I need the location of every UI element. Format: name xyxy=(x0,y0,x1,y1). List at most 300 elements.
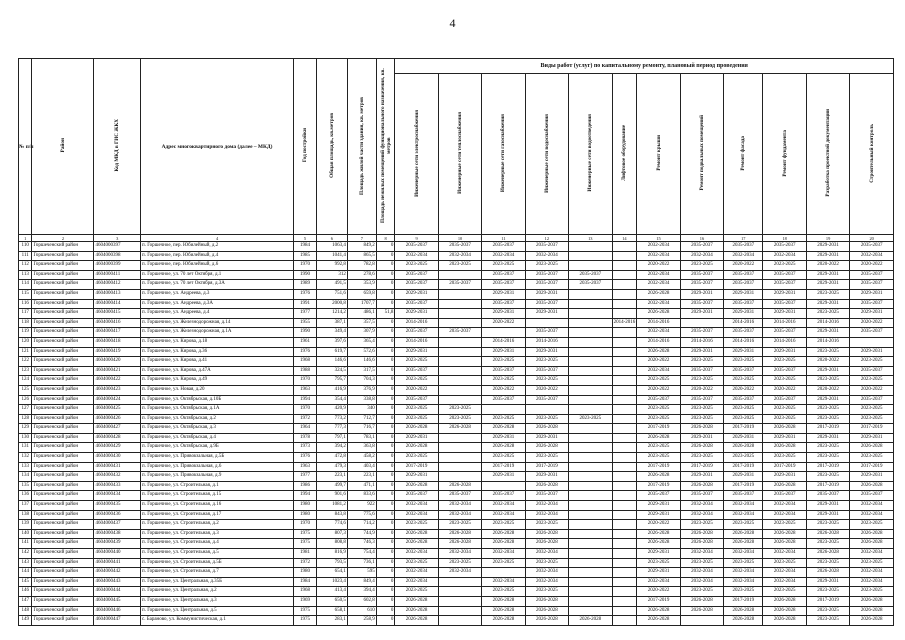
table-cell: 2026-2028 xyxy=(637,529,680,539)
table-cell: 134 xyxy=(19,472,32,482)
header-total-area: Общая площадь, кв.метров xyxy=(316,59,347,235)
table-cell: 1963 xyxy=(294,462,317,472)
table-cell: 2017-2019 xyxy=(763,462,806,472)
table-row xyxy=(19,443,894,453)
table-cell xyxy=(612,568,637,578)
table-cell: 1970 xyxy=(294,405,317,415)
table-cell: 1980 xyxy=(294,568,317,578)
table-row xyxy=(19,596,894,606)
table-row xyxy=(19,261,894,271)
table-cell: 2035-2037 xyxy=(850,366,894,376)
header-address: Адрес многоквартирного дома (далее – МКД) xyxy=(141,59,294,235)
table-cell: 1955 xyxy=(294,318,317,328)
table-cell: 2026-2028 xyxy=(806,529,849,539)
header-living-area: Площадь жилой части здания, кв. метров xyxy=(347,59,376,235)
table-cell: 1972 xyxy=(294,414,317,424)
table-cell: Горшеченский район xyxy=(32,481,94,491)
table-cell: 2026-2028 xyxy=(569,616,612,626)
table-cell: 1994 xyxy=(294,491,317,501)
table-cell: 2029-2031 xyxy=(724,472,763,482)
table-cell: 2035-2037 xyxy=(525,270,568,280)
table-cell: п. Горшечное, ул. Октябрьская, д.4 xyxy=(141,433,294,443)
table-cell: 2020-2022 xyxy=(806,357,849,367)
table-cell: 137 xyxy=(19,501,32,511)
table-cell: 2035-2037 xyxy=(482,366,525,376)
table-row xyxy=(19,251,894,261)
table-cell: 2026-2028 xyxy=(680,424,723,434)
table-cell: 816,9 xyxy=(316,549,347,559)
table-cell: 2032-2034 xyxy=(724,251,763,261)
table-cell: 2032-2034 xyxy=(724,549,763,559)
table-cell: 773,2 xyxy=(316,414,347,424)
table-cell: 2026-2028 xyxy=(850,616,894,626)
table-cell: 849,2 xyxy=(347,242,376,252)
column-number: 8 xyxy=(376,235,395,242)
table-cell: 2026-2028 xyxy=(395,529,438,539)
table-cell xyxy=(569,328,612,338)
table-cell: 2026-2028 xyxy=(482,596,525,606)
table-cell: 2014-2016 xyxy=(680,337,723,347)
table-cell: 2014-2016 xyxy=(612,318,637,328)
table-cell: п. Горшечное, ул. Новая, д.20 xyxy=(141,385,294,395)
table-cell: 129 xyxy=(19,424,32,434)
table-cell xyxy=(612,462,637,472)
table-cell: 1989 xyxy=(294,280,317,290)
table-row xyxy=(19,337,894,347)
table-cell: 2029-2031 xyxy=(680,289,723,299)
table-cell: 4604000438 xyxy=(94,529,141,539)
table-cell xyxy=(525,318,568,328)
table-cell: 324,5 xyxy=(316,366,347,376)
table-cell: 2020-2022 xyxy=(637,357,680,367)
table-cell xyxy=(612,453,637,463)
table-cell: 2023-2025 xyxy=(806,539,849,549)
table-cell: 376,9 xyxy=(347,385,376,395)
table-cell: 2032-2034 xyxy=(525,549,568,559)
table-cell: 1975 xyxy=(294,529,317,539)
table-cell: 843,8 xyxy=(316,510,347,520)
table-cell: 2023-2025 xyxy=(525,558,568,568)
table-cell: п. Горшечное, ул. Кирова, д.47А xyxy=(141,366,294,376)
table-cell: 2029-2031 xyxy=(395,309,438,319)
table-cell: 4604000446 xyxy=(94,606,141,616)
table-cell: 2023-2025 xyxy=(395,587,438,597)
table-cell: 2032-2034 xyxy=(850,568,894,578)
column-number: 12 xyxy=(525,235,568,242)
table-cell xyxy=(438,462,481,472)
table-cell xyxy=(569,405,612,415)
table-cell: 2017-2019 xyxy=(482,462,525,472)
table-cell: 118 xyxy=(19,318,32,328)
table-cell: 2032-2034 xyxy=(680,577,723,587)
table-cell: 2023-2025 xyxy=(637,453,680,463)
table-cell xyxy=(612,616,637,626)
table-cell: 777,3 xyxy=(316,424,347,434)
table-row xyxy=(19,299,894,309)
table-cell xyxy=(612,510,637,520)
table-cell: 2029-2031 xyxy=(680,472,723,482)
table-cell: 4604000435 xyxy=(94,501,141,511)
table-cell: с. Бараново, ул. Коммунистическая, д.1 xyxy=(141,616,294,626)
table-row xyxy=(19,520,894,530)
table-cell: 258,9 xyxy=(347,616,376,626)
table-cell: 2029-2031 xyxy=(806,577,849,587)
table-cell: 2017-2019 xyxy=(724,481,763,491)
table-cell: 0 xyxy=(376,318,395,328)
table-cell: 2020-2022 xyxy=(850,385,894,395)
table-cell xyxy=(569,261,612,271)
table-row xyxy=(19,242,894,252)
table-cell: 2035-2037 xyxy=(724,242,763,252)
table-cell: 2023-2025 xyxy=(806,453,849,463)
table-cell: 2029-2031 xyxy=(680,347,723,357)
table-cell: 2014-2016 xyxy=(806,318,849,328)
table-cell xyxy=(438,347,481,357)
table-cell: 2020-2022 xyxy=(482,318,525,328)
table-cell: 141 xyxy=(19,539,32,549)
table-cell: 2014-2016 xyxy=(482,337,525,347)
table-cell: 2032-2034 xyxy=(637,299,680,309)
table-cell: 2026-2028 xyxy=(395,596,438,606)
table-cell: 110 xyxy=(19,242,32,252)
table-cell: 2026-2028 xyxy=(763,539,806,549)
table-cell: 2023-2025 xyxy=(806,405,849,415)
table-cell xyxy=(612,251,637,261)
table-cell: п. Горшечное, ул. Октябрьская, д.10Б xyxy=(141,395,294,405)
table-cell: 4604000420 xyxy=(94,357,141,367)
table-cell xyxy=(612,501,637,511)
table-cell: 2035-2037 xyxy=(850,491,894,501)
table-cell: 2032-2034 xyxy=(482,549,525,559)
table-cell: 2035-2037 xyxy=(724,328,763,338)
table-cell: 2032-2034 xyxy=(763,577,806,587)
table-cell: 403,4 xyxy=(347,462,376,472)
header-num: № п/п xyxy=(19,59,32,235)
table-cell: 1081,2 xyxy=(316,501,347,511)
table-cell: 2017-2019 xyxy=(806,462,849,472)
table-cell: п. Горшечное, пер. Юбилейный, д.6 xyxy=(141,261,294,271)
table-row xyxy=(19,529,894,539)
table-cell xyxy=(569,587,612,597)
table-cell: 0 xyxy=(376,453,395,463)
table-cell: 2035-2037 xyxy=(763,270,806,280)
table-cell: 2023-2025 xyxy=(763,405,806,415)
table-cell: 2026-2028 xyxy=(724,539,763,549)
table-cell: Горшеченский район xyxy=(32,299,94,309)
table-cell: 2023-2025 xyxy=(724,587,763,597)
table-cell: 2026-2028 xyxy=(680,443,723,453)
table-cell: 2026-2028 xyxy=(763,596,806,606)
table-cell xyxy=(569,510,612,520)
column-number: 6 xyxy=(316,235,347,242)
table-cell: 2035-2037 xyxy=(763,328,806,338)
table-cell: 1970 xyxy=(294,376,317,386)
table-cell: Горшеченский район xyxy=(32,414,94,424)
table-cell: 2035-2037 xyxy=(482,242,525,252)
table-cell: Горшеченский район xyxy=(32,491,94,501)
table-cell: п. Горшечное, ул. Центральная, д.3 xyxy=(141,596,294,606)
table-cell: 2023-2025 xyxy=(482,376,525,386)
table-cell: 2029-2031 xyxy=(806,366,849,376)
table-cell: 2035-2037 xyxy=(680,366,723,376)
table-cell xyxy=(438,376,481,386)
table-cell: 2032-2034 xyxy=(763,568,806,578)
table-cell xyxy=(482,328,525,338)
table-cell: 363,8 xyxy=(347,443,376,453)
column-number: 19 xyxy=(806,235,849,242)
table-cell: 2026-2028 xyxy=(680,539,723,549)
table-cell: Горшеченский район xyxy=(32,270,94,280)
table-cell: Горшеченский район xyxy=(32,309,94,319)
table-cell: 338,8 xyxy=(347,395,376,405)
table-cell: 149 xyxy=(19,616,32,626)
table-cell: 2026-2028 xyxy=(438,529,481,539)
table-cell: 2035-2037 xyxy=(482,299,525,309)
table-cell: 2032-2034 xyxy=(482,510,525,520)
table-cell: п. Горшечное, ул. Строительная, д.5 xyxy=(141,549,294,559)
table-cell: 746,3 xyxy=(347,539,376,549)
table-cell: Горшеченский район xyxy=(32,539,94,549)
table-cell: 2026-2028 xyxy=(850,606,894,616)
table-cell xyxy=(612,289,637,299)
table-cell: 2032-2034 xyxy=(637,577,680,587)
table-cell: п. Горшечное, ул. Строительная, д.1 xyxy=(141,481,294,491)
table-row xyxy=(19,347,894,357)
table-row xyxy=(19,616,894,626)
table-cell: 4604000436 xyxy=(94,510,141,520)
table-cell: 486,1 xyxy=(347,309,376,319)
table-cell xyxy=(569,357,612,367)
table-cell: п. Горшечное, ул. Строительная, д.7 xyxy=(141,568,294,578)
table-cell: 142 xyxy=(19,549,32,559)
table-cell: 2023-2025 xyxy=(438,261,481,271)
table-cell: 2029-2031 xyxy=(482,433,525,443)
table-cell xyxy=(438,472,481,482)
table-cell: 2023-2025 xyxy=(806,472,849,482)
table-cell xyxy=(612,558,637,568)
table-cell: 126 xyxy=(19,395,32,405)
table-cell: Горшеченский район xyxy=(32,568,94,578)
table-cell: 751,6 xyxy=(316,289,347,299)
table-cell: 2023-2025 xyxy=(763,376,806,386)
table-cell: 136 xyxy=(19,491,32,501)
table-cell: 420,9 xyxy=(316,405,347,415)
table-cell: 2035-2037 xyxy=(724,491,763,501)
table-cell: 2029-2031 xyxy=(806,328,849,338)
table-cell: 2026-2028 xyxy=(637,309,680,319)
table-cell: 2029-2031 xyxy=(395,433,438,443)
table-cell: 2032-2034 xyxy=(850,510,894,520)
table-cell: 1984 xyxy=(294,242,317,252)
table-cell: 2035-2037 xyxy=(763,395,806,405)
table-cell: 2017-2019 xyxy=(806,481,849,491)
table-cell: 145 xyxy=(19,577,32,587)
table-cell xyxy=(482,405,525,415)
table-cell: 2023-2025 xyxy=(482,414,525,424)
table-cell: 2023-2025 xyxy=(438,520,481,530)
table-cell: 2035-2037 xyxy=(395,491,438,501)
table-cell: Горшеченский район xyxy=(32,453,94,463)
table-cell: 2026-2028 xyxy=(637,606,680,616)
table-cell xyxy=(438,318,481,328)
table-cell: 2029-2031 xyxy=(395,347,438,357)
table-cell: 2020-2022 xyxy=(850,261,894,271)
table-cell: 2035-2037 xyxy=(482,491,525,501)
header-work-type: Разработка проектной документации xyxy=(806,74,849,235)
table-cell: 595 xyxy=(347,568,376,578)
table-cell: 4604000413 xyxy=(94,289,141,299)
table-cell: 2035-2037 xyxy=(438,242,481,252)
table-cell: 2023-2025 xyxy=(763,587,806,597)
table-cell: 2014-2016 xyxy=(763,318,806,328)
table-cell: 2029-2031 xyxy=(482,472,525,482)
table-cell xyxy=(569,549,612,559)
table-cell: 2035-2037 xyxy=(850,280,894,290)
table-cell: 2000,8 xyxy=(316,299,347,309)
table-cell: 2026-2028 xyxy=(438,424,481,434)
table-cell: 1970 xyxy=(294,261,317,271)
table-cell: 2026-2028 xyxy=(637,539,680,549)
table-cell: 4604000426 xyxy=(94,414,141,424)
table-cell: 1976 xyxy=(294,289,317,299)
table-cell: 2029-2031 xyxy=(806,299,849,309)
table-cell: 2035-2037 xyxy=(438,491,481,501)
table-cell: п. Горшечное, ул. Привокзальная, д.5Б xyxy=(141,453,294,463)
table-cell: 2023-2025 xyxy=(806,443,849,453)
table-cell: 2026-2028 xyxy=(763,529,806,539)
table-cell: Горшеченский район xyxy=(32,529,94,539)
table-cell: 4604000424 xyxy=(94,395,141,405)
table-cell: 0 xyxy=(376,443,395,453)
table-cell: Горшеченский район xyxy=(32,616,94,626)
table-cell: 2032-2034 xyxy=(438,501,481,511)
table-cell: 2035-2037 xyxy=(850,242,894,252)
table-cell: 2029-2031 xyxy=(850,309,894,319)
table-cell: Горшеченский район xyxy=(32,261,94,271)
table-cell: 2020-2022 xyxy=(482,385,525,395)
table-cell: 2017-2019 xyxy=(724,596,763,606)
table-cell: 2023-2025 xyxy=(637,376,680,386)
table-cell: 365,4 xyxy=(347,337,376,347)
table-cell: 2023-2025 xyxy=(850,357,894,367)
table-cell: Горшеченский район xyxy=(32,318,94,328)
table-cell: 2035-2037 xyxy=(680,270,723,280)
column-number-row xyxy=(19,235,894,242)
table-cell xyxy=(569,337,612,347)
table-cell: 2017-2019 xyxy=(806,596,849,606)
table-cell: 2029-2031 xyxy=(637,501,680,511)
table-cell: 120 xyxy=(19,337,32,347)
table-cell: 2026-2028 xyxy=(482,539,525,549)
table-cell xyxy=(438,337,481,347)
table-cell: п. Горшечное, ул. Железнодорожная, д.14 xyxy=(141,318,294,328)
table-cell: 2035-2037 xyxy=(525,395,568,405)
table-cell xyxy=(438,357,481,367)
column-number: 13 xyxy=(569,235,612,242)
table-cell: 0 xyxy=(376,577,395,587)
table-cell: 2029-2031 xyxy=(763,347,806,357)
table-cell: 117 xyxy=(19,309,32,319)
table-cell: 0 xyxy=(376,539,395,549)
table-cell: 4604000418 xyxy=(94,337,141,347)
table-cell: 2035-2037 xyxy=(395,299,438,309)
table-cell: 704,3 xyxy=(347,376,376,386)
table-cell: 2023-2025 xyxy=(395,405,438,415)
table-cell: 51,8 xyxy=(376,309,395,319)
table-cell xyxy=(680,616,723,626)
table-cell: 2023-2025 xyxy=(680,453,723,463)
table-row xyxy=(19,270,894,280)
table-cell: 472,8 xyxy=(316,453,347,463)
table-cell: 2026-2028 xyxy=(806,568,849,578)
table-cell xyxy=(569,299,612,309)
table-cell: 4604000443 xyxy=(94,577,141,587)
table-cell: 2026-2028 xyxy=(680,529,723,539)
table-cell: 2035-2037 xyxy=(395,270,438,280)
table-cell: 2026-2028 xyxy=(525,606,568,616)
table-row xyxy=(19,395,894,405)
table-cell: 775,6 xyxy=(347,510,376,520)
table-cell: 2026-2028 xyxy=(395,481,438,491)
table-cell: 119 xyxy=(19,328,32,338)
table-cell: 712,7 xyxy=(347,414,376,424)
table-cell: 2026-2028 xyxy=(637,347,680,357)
table-cell: 1968 xyxy=(294,357,317,367)
table-cell: 4604000439 xyxy=(94,539,141,549)
table-cell: 2035-2037 xyxy=(850,270,894,280)
table-cell: 2032-2034 xyxy=(525,568,568,578)
table-cell: 4604000412 xyxy=(94,280,141,290)
table-cell xyxy=(612,606,637,616)
column-number: 15 xyxy=(637,235,680,242)
table-cell: 2026-2028 xyxy=(850,529,894,539)
table-cell: 130 xyxy=(19,433,32,443)
table-cell: 4604000445 xyxy=(94,596,141,606)
table-cell: 2035-2037 xyxy=(525,366,568,376)
table-cell: 146,6 xyxy=(347,357,376,367)
table-cell: 2017-2019 xyxy=(525,462,568,472)
page-number: 4 xyxy=(449,16,456,30)
table-cell: 2035-2037 xyxy=(395,328,438,338)
table-cell: 992,8 xyxy=(316,261,347,271)
table-cell: 4604000441 xyxy=(94,558,141,568)
table-cell: 2020-2022 xyxy=(637,520,680,530)
table-cell: 2023-2025 xyxy=(482,558,525,568)
table-cell: 2035-2037 xyxy=(438,328,481,338)
table-cell: 4604000433 xyxy=(94,481,141,491)
table-cell: 2032-2034 xyxy=(482,251,525,261)
table-cell: 4604000429 xyxy=(94,443,141,453)
column-number: 18 xyxy=(763,235,806,242)
table-cell: Горшеченский район xyxy=(32,558,94,568)
table-cell: 4604000416 xyxy=(94,318,141,328)
table-cell: 2023-2025 xyxy=(395,520,438,530)
table-row xyxy=(19,462,894,472)
column-number: 17 xyxy=(724,235,763,242)
table-cell: 2032-2034 xyxy=(637,328,680,338)
table-cell: 0 xyxy=(376,520,395,530)
table-cell: 458,2 xyxy=(347,453,376,463)
table-cell xyxy=(612,242,637,252)
table-cell: 2026-2028 xyxy=(482,443,525,453)
table-cell: 413,4 xyxy=(316,587,347,597)
table-cell: 2032-2034 xyxy=(850,549,894,559)
table-cell: 2029-2031 xyxy=(637,568,680,578)
table-cell: 4604000419 xyxy=(94,347,141,357)
table-cell: 2014-2016 xyxy=(724,337,763,347)
table-cell: 2029-2031 xyxy=(525,433,568,443)
table-cell: 2035-2037 xyxy=(482,395,525,405)
